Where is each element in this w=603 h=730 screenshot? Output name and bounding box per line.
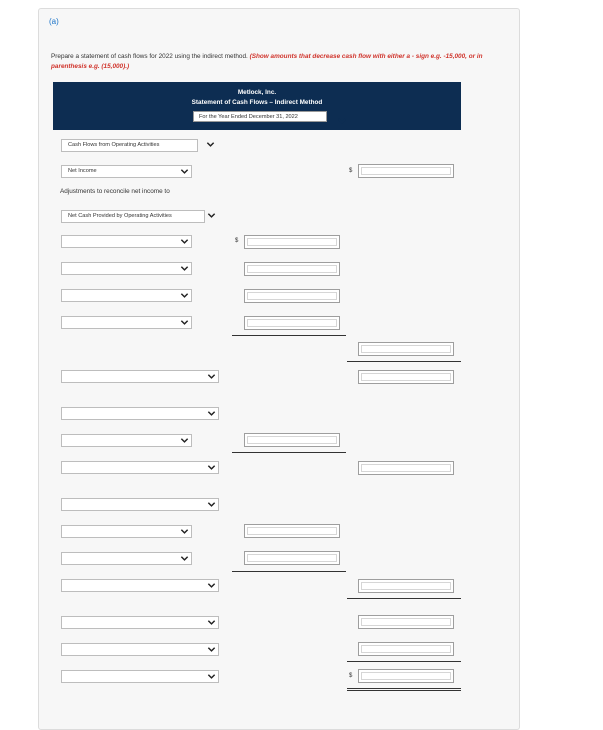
chevron-down-icon[interactable] — [180, 527, 189, 536]
chevron-down-icon[interactable] — [180, 318, 189, 327]
subtotal-amount-input[interactable] — [358, 370, 454, 384]
underline — [232, 335, 346, 336]
part-label: (a) — [49, 17, 59, 26]
underline — [232, 571, 346, 572]
line-item-amount-input[interactable] — [244, 551, 340, 565]
net-cash-amount-input[interactable] — [358, 461, 454, 475]
adjustment-select[interactable] — [61, 235, 192, 248]
adjustment-select[interactable] — [61, 289, 192, 302]
double-underline — [347, 690, 461, 691]
underline — [347, 598, 461, 599]
chevron-down-icon[interactable] — [180, 264, 189, 273]
adjustment-select[interactable] — [61, 316, 192, 329]
net-cash-operating-select[interactable]: Net Cash Provided by Operating Activities — [61, 210, 205, 223]
adjustment-amount-input[interactable] — [244, 289, 340, 303]
section-select-operating[interactable]: Cash Flows from Operating Activities — [61, 139, 198, 152]
chevron-down-icon[interactable] — [207, 618, 216, 627]
section-select[interactable] — [61, 498, 219, 511]
instructions — [51, 52, 506, 72]
chevron-down-icon[interactable] — [207, 672, 216, 681]
statement-header — [53, 82, 461, 130]
net-cash-select[interactable] — [61, 461, 219, 474]
chevron-down-icon[interactable] — [207, 372, 216, 381]
company-name: Metlock, Inc. — [237, 89, 277, 96]
underline — [232, 452, 346, 453]
chevron-down-icon[interactable] — [180, 237, 189, 246]
net-cash-select[interactable] — [61, 579, 219, 592]
chevron-down-icon[interactable] — [207, 645, 216, 654]
line-item-select[interactable] — [61, 434, 192, 447]
chevron-down-icon[interactable] — [207, 581, 216, 590]
total-adjustments-input[interactable] — [358, 342, 454, 356]
period-select[interactable]: For the Year Ended December 31, 2022 — [193, 111, 327, 122]
chevron-down-icon[interactable] — [207, 409, 216, 418]
ending-cash-amount-input[interactable] — [358, 669, 454, 683]
instructions-text: Prepare a statement of cash flows for 2022 using the indirect method. — [51, 53, 250, 60]
chevron-down-icon[interactable] — [180, 291, 189, 300]
line-item-select[interactable] — [61, 525, 192, 538]
adjustments-label: Adjustments to reconcile net income to — [60, 188, 170, 195]
subtotal-select[interactable] — [61, 370, 219, 383]
chevron-down-icon[interactable] — [207, 211, 216, 220]
line-item-amount-input[interactable] — [244, 433, 340, 447]
beginning-cash-amount-input[interactable] — [358, 642, 454, 656]
chevron-down-icon[interactable] — [206, 140, 215, 149]
statement-title: Statement of Cash Flows – Indirect Method — [191, 99, 323, 106]
net-cash-amount-input[interactable] — [358, 579, 454, 593]
instructions-note: (Show amounts that decrease cash flow with either a - sign e.g. -15,000, or in parenthesis e.g. (15,000).) — [51, 53, 483, 70]
adjustment-select[interactable] — [61, 262, 192, 275]
adjustment-amount-input[interactable] — [244, 235, 340, 249]
underline — [347, 661, 461, 662]
chevron-down-icon[interactable] — [207, 463, 216, 472]
ending-cash-select[interactable] — [61, 670, 219, 683]
dollar-sign: $ — [349, 673, 353, 679]
net-change-amount-input[interactable] — [358, 615, 454, 629]
chevron-down-icon[interactable] — [180, 436, 189, 445]
line-item-amount-input[interactable] — [244, 524, 340, 538]
section-select[interactable] — [61, 407, 219, 420]
adjustment-amount-input[interactable] — [244, 316, 340, 330]
line-item-select[interactable] — [61, 552, 192, 565]
chevron-down-icon[interactable] — [180, 167, 189, 176]
underline — [347, 361, 461, 362]
dollar-sign: $ — [349, 168, 353, 174]
chevron-down-icon[interactable] — [337, 113, 347, 123]
adjustment-amount-input[interactable] — [244, 262, 340, 276]
net-income-select[interactable]: Net Income — [61, 165, 192, 178]
double-underline — [347, 688, 461, 689]
question-panel — [38, 8, 520, 730]
chevron-down-icon[interactable] — [207, 500, 216, 509]
net-income-amount-input[interactable] — [358, 164, 454, 178]
beginning-cash-select[interactable] — [61, 643, 219, 656]
dollar-sign: $ — [235, 238, 239, 244]
chevron-down-icon[interactable] — [180, 554, 189, 563]
net-change-select[interactable] — [61, 616, 219, 629]
